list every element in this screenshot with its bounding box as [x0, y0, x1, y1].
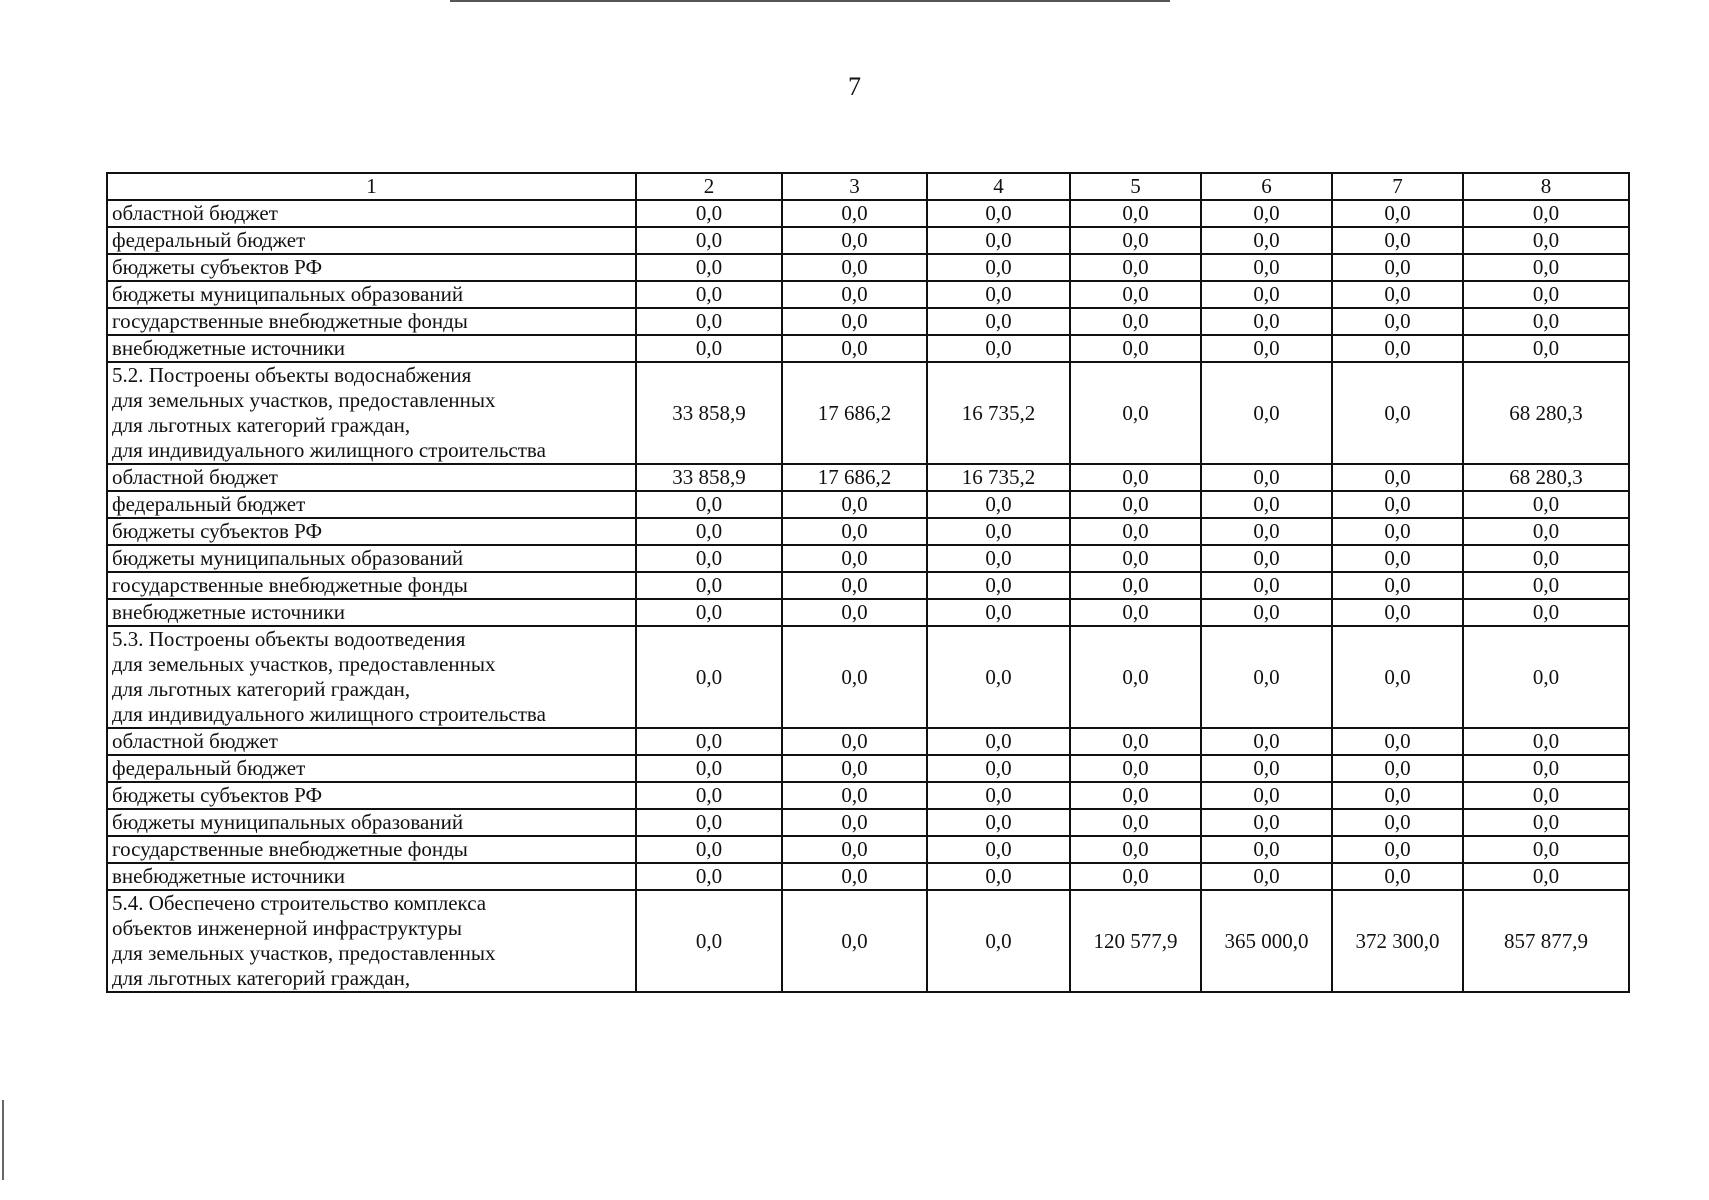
value-cell: 365 000,0 [1201, 890, 1332, 992]
value-cell: 0,0 [1332, 545, 1463, 572]
table-row [107, 308, 1629, 335]
value-cell: 0,0 [636, 254, 782, 281]
row-label: федеральный бюджет [107, 491, 636, 518]
value-cell: 0,0 [636, 227, 782, 254]
value-cell: 16 735,2 [927, 362, 1070, 464]
value-cell: 0,0 [636, 809, 782, 836]
value-cell: 0,0 [636, 626, 782, 728]
value-cell: 0,0 [927, 200, 1070, 227]
value-cell: 0,0 [636, 281, 782, 308]
value-cell: 0,0 [927, 227, 1070, 254]
section-label [107, 626, 636, 728]
value-cell: 0,0 [782, 599, 927, 626]
value-cell: 0,0 [1070, 626, 1201, 728]
section-label-line: 5.4. Обеспечено строительство комплекса [112, 891, 487, 915]
table-row [107, 755, 1629, 782]
value-cell: 0,0 [1070, 599, 1201, 626]
value-cell: 0,0 [636, 200, 782, 227]
value-cell: 0,0 [1201, 308, 1332, 335]
section-label-line: 5.2. Построены объекты водоснабжения [112, 363, 472, 387]
value-cell: 0,0 [782, 626, 927, 728]
value-cell: 0,0 [1201, 863, 1332, 890]
value-cell: 0,0 [1332, 599, 1463, 626]
value-cell: 0,0 [1070, 308, 1201, 335]
value-cell: 0,0 [782, 308, 927, 335]
table-row [107, 200, 1629, 227]
row-label: областной бюджет [107, 464, 636, 491]
value-cell: 0,0 [1463, 335, 1629, 362]
value-cell: 0,0 [782, 809, 927, 836]
value-cell: 0,0 [782, 728, 927, 755]
value-cell: 0,0 [927, 626, 1070, 728]
value-cell: 17 686,2 [782, 362, 927, 464]
value-cell: 0,0 [1201, 200, 1332, 227]
value-cell: 0,0 [1201, 227, 1332, 254]
value-cell: 0,0 [1070, 782, 1201, 809]
row-label: государственные внебюджетные фонды [107, 572, 636, 599]
row-label: внебюджетные источники [107, 863, 636, 890]
value-cell: 0,0 [1201, 782, 1332, 809]
value-cell: 0,0 [636, 836, 782, 863]
value-cell: 0,0 [1332, 362, 1463, 464]
value-cell: 0,0 [1070, 728, 1201, 755]
section-label-line: для индивидуального жилищного строительства [112, 438, 546, 462]
table-row [107, 728, 1629, 755]
value-cell: 0,0 [1463, 227, 1629, 254]
table-row [107, 599, 1629, 626]
value-cell: 0,0 [1070, 572, 1201, 599]
value-cell: 0,0 [1070, 281, 1201, 308]
value-cell: 0,0 [1070, 755, 1201, 782]
table-row [107, 545, 1629, 572]
value-cell: 0,0 [927, 809, 1070, 836]
value-cell: 0,0 [927, 728, 1070, 755]
value-cell: 0,0 [1463, 626, 1629, 728]
value-cell: 0,0 [927, 755, 1070, 782]
value-cell: 0,0 [1463, 755, 1629, 782]
value-cell: 0,0 [636, 728, 782, 755]
value-cell: 0,0 [1332, 809, 1463, 836]
value-cell: 0,0 [782, 491, 927, 518]
value-cell: 0,0 [636, 308, 782, 335]
value-cell: 0,0 [1070, 362, 1201, 464]
section-row [107, 890, 1629, 992]
row-label: областной бюджет [107, 200, 636, 227]
table-row [107, 836, 1629, 863]
value-cell: 0,0 [927, 254, 1070, 281]
value-cell: 0,0 [1463, 308, 1629, 335]
value-cell: 0,0 [1332, 836, 1463, 863]
section-label-line: 5.3. Построены объекты водоотведения [112, 627, 466, 651]
section-label [107, 362, 636, 464]
value-cell: 0,0 [1332, 254, 1463, 281]
row-label: областной бюджет [107, 728, 636, 755]
value-cell: 0,0 [1201, 254, 1332, 281]
value-cell: 0,0 [927, 545, 1070, 572]
value-cell: 0,0 [1463, 518, 1629, 545]
section-label-line: для индивидуального жилищного строительства [112, 702, 546, 726]
value-cell: 0,0 [1463, 281, 1629, 308]
top-rule [450, 0, 1170, 2]
value-cell: 0,0 [636, 335, 782, 362]
table-row [107, 254, 1629, 281]
section-label-line: для льготных категорий граждан, [112, 413, 411, 437]
value-cell: 0,0 [1463, 254, 1629, 281]
value-cell: 0,0 [1201, 335, 1332, 362]
value-cell: 0,0 [1332, 200, 1463, 227]
table-row [107, 572, 1629, 599]
header-cell: 2 [636, 173, 782, 200]
value-cell: 0,0 [1201, 836, 1332, 863]
section-label-line: объектов инженерной инфраструктуры [112, 916, 462, 940]
value-cell: 0,0 [782, 227, 927, 254]
section-label-line: для земельных участков, предоставленных [112, 941, 496, 965]
value-cell: 0,0 [782, 890, 927, 992]
row-label: бюджеты муниципальных образований [107, 281, 636, 308]
row-label: федеральный бюджет [107, 227, 636, 254]
value-cell: 0,0 [636, 755, 782, 782]
header-cell: 5 [1070, 173, 1201, 200]
value-cell: 0,0 [927, 836, 1070, 863]
table-row [107, 863, 1629, 890]
header-cell: 8 [1463, 173, 1629, 200]
value-cell: 0,0 [636, 890, 782, 992]
value-cell: 33 858,9 [636, 464, 782, 491]
value-cell: 0,0 [927, 335, 1070, 362]
header-cell: 1 [107, 173, 636, 200]
value-cell: 68 280,3 [1463, 464, 1629, 491]
row-label: бюджеты муниципальных образований [107, 545, 636, 572]
value-cell: 0,0 [1201, 491, 1332, 518]
value-cell: 0,0 [782, 836, 927, 863]
value-cell: 0,0 [1070, 545, 1201, 572]
value-cell: 0,0 [1201, 728, 1332, 755]
value-cell: 0,0 [636, 599, 782, 626]
value-cell: 0,0 [1201, 545, 1332, 572]
row-label: внебюджетные источники [107, 335, 636, 362]
value-cell: 33 858,9 [636, 362, 782, 464]
value-cell: 0,0 [1332, 755, 1463, 782]
value-cell: 0,0 [1463, 836, 1629, 863]
header-cell: 7 [1332, 173, 1463, 200]
header-cell: 3 [782, 173, 927, 200]
value-cell: 0,0 [1332, 491, 1463, 518]
value-cell: 0,0 [1463, 782, 1629, 809]
value-cell: 120 577,9 [1070, 890, 1201, 992]
value-cell: 0,0 [927, 518, 1070, 545]
table-body [107, 173, 1629, 992]
value-cell: 0,0 [636, 545, 782, 572]
value-cell: 0,0 [1463, 863, 1629, 890]
value-cell: 0,0 [1463, 491, 1629, 518]
value-cell: 0,0 [1070, 254, 1201, 281]
table-row [107, 227, 1629, 254]
section-label [107, 890, 636, 992]
value-cell: 0,0 [1332, 863, 1463, 890]
row-label: бюджеты субъектов РФ [107, 782, 636, 809]
value-cell: 0,0 [636, 863, 782, 890]
value-cell: 0,0 [636, 491, 782, 518]
value-cell: 0,0 [1070, 518, 1201, 545]
section-label-line: для земельных участков, предоставленных [112, 388, 496, 412]
table-row [107, 518, 1629, 545]
value-cell: 0,0 [1201, 362, 1332, 464]
value-cell: 0,0 [782, 782, 927, 809]
value-cell: 0,0 [1463, 572, 1629, 599]
value-cell: 372 300,0 [1332, 890, 1463, 992]
value-cell: 0,0 [782, 200, 927, 227]
value-cell: 0,0 [1463, 809, 1629, 836]
value-cell: 0,0 [1070, 200, 1201, 227]
value-cell: 0,0 [1332, 308, 1463, 335]
value-cell: 857 877,9 [1463, 890, 1629, 992]
row-label: внебюджетные источники [107, 599, 636, 626]
table-row [107, 809, 1629, 836]
section-row [107, 626, 1629, 728]
value-cell: 0,0 [782, 755, 927, 782]
value-cell: 0,0 [1201, 281, 1332, 308]
row-label: бюджеты субъектов РФ [107, 518, 636, 545]
value-cell: 68 280,3 [1463, 362, 1629, 464]
value-cell: 0,0 [1463, 545, 1629, 572]
table-row [107, 464, 1629, 491]
row-label: федеральный бюджет [107, 755, 636, 782]
value-cell: 0,0 [636, 572, 782, 599]
section-label-line: для льготных категорий граждан, [112, 966, 411, 990]
value-cell: 0,0 [927, 863, 1070, 890]
value-cell: 0,0 [927, 572, 1070, 599]
value-cell: 0,0 [1070, 491, 1201, 518]
value-cell: 0,0 [1070, 227, 1201, 254]
value-cell: 0,0 [1332, 728, 1463, 755]
value-cell: 0,0 [927, 281, 1070, 308]
row-label: бюджеты субъектов РФ [107, 254, 636, 281]
value-cell: 17 686,2 [782, 464, 927, 491]
value-cell: 0,0 [636, 782, 782, 809]
header-cell: 6 [1201, 173, 1332, 200]
value-cell: 0,0 [1201, 809, 1332, 836]
margin-mark [2, 1100, 4, 1180]
header-cell: 4 [927, 173, 1070, 200]
value-cell: 0,0 [927, 491, 1070, 518]
value-cell: 0,0 [927, 890, 1070, 992]
value-cell: 0,0 [927, 308, 1070, 335]
value-cell: 0,0 [1332, 281, 1463, 308]
value-cell: 0,0 [1463, 599, 1629, 626]
value-cell: 0,0 [1201, 626, 1332, 728]
value-cell: 0,0 [1463, 200, 1629, 227]
value-cell: 0,0 [1463, 728, 1629, 755]
value-cell: 0,0 [1070, 809, 1201, 836]
value-cell: 0,0 [1201, 572, 1332, 599]
section-row [107, 362, 1629, 464]
value-cell: 0,0 [782, 863, 927, 890]
value-cell: 0,0 [927, 782, 1070, 809]
value-cell: 0,0 [782, 254, 927, 281]
value-cell: 0,0 [636, 518, 782, 545]
value-cell: 0,0 [1201, 518, 1332, 545]
header-row [107, 173, 1629, 200]
value-cell: 16 735,2 [927, 464, 1070, 491]
row-label: государственные внебюджетные фонды [107, 836, 636, 863]
value-cell: 0,0 [1070, 335, 1201, 362]
value-cell: 0,0 [1332, 782, 1463, 809]
row-label: бюджеты муниципальных образований [107, 809, 636, 836]
value-cell: 0,0 [782, 572, 927, 599]
section-label-line: для льготных категорий граждан, [112, 677, 411, 701]
value-cell: 0,0 [1332, 227, 1463, 254]
value-cell: 0,0 [782, 518, 927, 545]
value-cell: 0,0 [927, 599, 1070, 626]
value-cell: 0,0 [1201, 599, 1332, 626]
value-cell: 0,0 [1070, 863, 1201, 890]
value-cell: 0,0 [1332, 518, 1463, 545]
value-cell: 0,0 [1070, 836, 1201, 863]
value-cell: 0,0 [1332, 335, 1463, 362]
budget-table [106, 172, 1630, 993]
value-cell: 0,0 [1201, 464, 1332, 491]
value-cell: 0,0 [782, 545, 927, 572]
table-row [107, 281, 1629, 308]
row-label: государственные внебюджетные фонды [107, 308, 636, 335]
page-number: 7 [848, 72, 861, 101]
section-label-line: для земельных участков, предоставленных [112, 652, 496, 676]
value-cell: 0,0 [782, 335, 927, 362]
value-cell: 0,0 [1332, 572, 1463, 599]
value-cell: 0,0 [1332, 464, 1463, 491]
value-cell: 0,0 [782, 281, 927, 308]
table-row [107, 782, 1629, 809]
table-row [107, 335, 1629, 362]
table-row [107, 491, 1629, 518]
value-cell: 0,0 [1332, 626, 1463, 728]
value-cell: 0,0 [1070, 464, 1201, 491]
value-cell: 0,0 [1201, 755, 1332, 782]
